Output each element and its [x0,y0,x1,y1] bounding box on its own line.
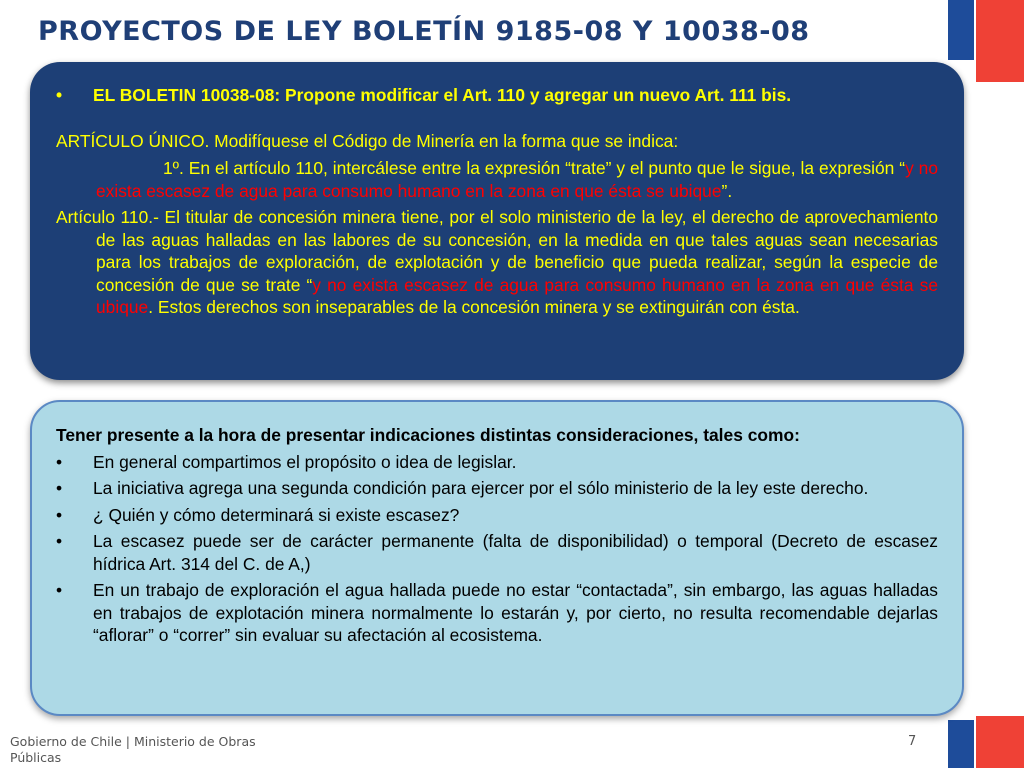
list-item-text: En general compartimos el propósito o idea de legislar. [93,451,517,472]
boletin-heading: EL BOLETIN 10038-08: Propone modificar el Art. 110 y agregar un nuevo Art. 111 bis. [93,85,792,105]
point-1-highlight: y no exista escasez de agua para consumo humano en la zona en que ésta se ubique [96,158,939,201]
point-1-end: ”. [721,180,733,201]
bullet-icon: • [56,504,63,525]
list-item [56,451,938,474]
bullet-icon: • [56,580,63,600]
list-item [56,530,938,575]
flag-decoration-bottom-blue [948,720,974,768]
list-item-text: La escasez puede ser de carácter permanente (falta de disponibilidad) o temporal (Decreto de escasez hídrica Art. 314 del C. de A,) [93,531,938,574]
articulo-unico-text: ARTÍCULO ÚNICO. Modifíquese el Código de Minería en la forma que se indica: [56,130,679,151]
boletin-panel [30,62,964,380]
point-1-paragraph [56,157,938,202]
list-item [56,579,938,647]
list-item [56,477,938,500]
flag-decoration-top-red [976,0,1024,82]
articulo-110-highlight: y no exista escasez de agua para consumo humano en la zona en que ésta se ubique [96,274,938,317]
boletin-heading-item [56,84,938,107]
list-item-text: La iniciativa agrega una segunda condición para ejercer por el sólo ministerio de la ley este derecho. [93,478,869,498]
bullet-icon: • [56,478,63,498]
flag-decoration-top-blue [948,0,974,60]
slide-title: PROYECTOS DE LEY BOLETÍN 9185-08 Y 10038-08 [38,16,810,47]
articulo-110-text: Artículo 110.- El titular de concesión minera tiene, por el solo ministerio de la ley, el derecho de aprovechamiento de las aguas halladas en las labores de su concesión, en la medida en que tales aguas sean necesarias para los trabajos de exploración, de explotación y de beneficio que pueda realizar, según la especie de concesión de que se trate “ [56,207,938,295]
list-item [56,504,938,527]
bullet-icon: • [56,531,63,551]
page-number: 7 [908,734,917,749]
considerations-panel [30,400,964,716]
flag-decoration-bottom-red [976,716,1024,768]
footer-text: Gobierno de Chile | Ministerio de Obras Públicas [10,734,256,765]
bullet-icon: • [56,451,63,472]
articulo-110-paragraph [56,206,938,319]
list-item-text: ¿ Quién y cómo determinará si existe escasez? [93,504,460,525]
list-item-text: En un trabajo de exploración el agua hallada puede no estar “contactada”, sin embargo, las aguas halladas en trabajos de explotación minera normalmente lo estarán y, por cierto, no resulta recomendable dejarlas “aflorar” o “correr” sin evaluar su afectación al ecosistema. [93,580,938,645]
articulo-110-end: . Estos derechos son inseparables de la concesión minera y se extinguirán con ésta. [148,297,800,317]
considerations-heading: Tener presente a la hora de presentar indicaciones distintas consideraciones, tales como: [56,425,800,445]
bullet-icon: • [56,85,63,105]
point-1-text: 1º. En el artículo 110, intercálese entre la expresión “trate” y el punto que le sigue, la expresión “ [163,158,906,178]
